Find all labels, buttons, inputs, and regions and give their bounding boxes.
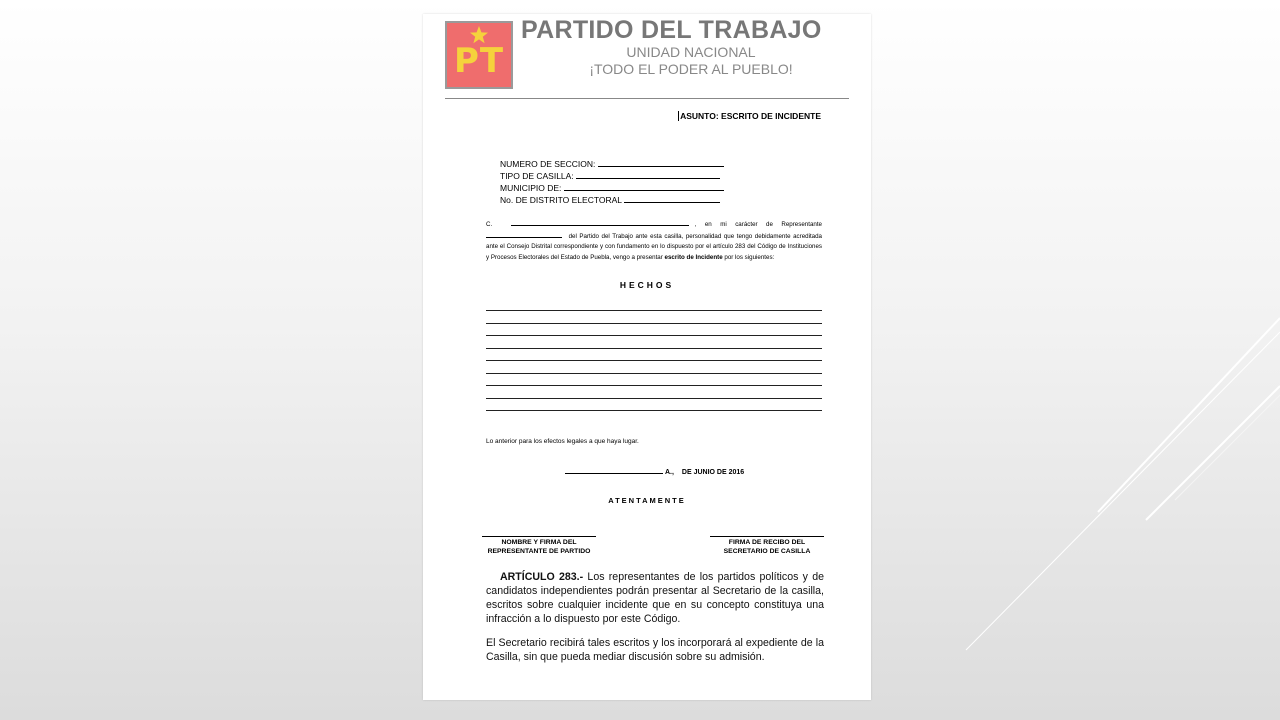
fact-line[interactable] [486,410,822,411]
hechos-heading: HECHOS [619,280,675,290]
representative-signature[interactable] [482,536,596,556]
field-label: NUMERO DE SECCION: [500,159,596,169]
name-blank[interactable] [511,219,689,226]
date-a: A., [665,469,674,476]
blank-line[interactable] [576,170,720,179]
field-label: MUNICIPIO DE: [500,183,562,193]
form-fields [500,158,724,206]
field-label: No. DE DISTRITO ELECTORAL [500,195,622,205]
fact-line[interactable] [486,348,822,349]
statement-paragraph [486,219,822,263]
facts-lines[interactable] [486,310,822,423]
signature-line [482,536,596,537]
party-logo [445,21,513,89]
paragraph-bold: escrito de Incidente [664,253,723,261]
fact-line[interactable] [486,385,822,386]
subtitle-line-2: ¡TODO EL PODER AL PUEBLO! [589,61,793,77]
field-tipo-casilla [500,170,724,182]
party-name: PARTIDO DEL TRABAJO [521,16,822,44]
fact-line[interactable] [486,323,822,324]
blank-line[interactable] [564,182,724,191]
role-blank[interactable] [486,231,562,238]
date-text: DE JUNIO DE 2016 [681,469,745,476]
logo-text: PT [453,41,505,81]
article-title: ARTÍCULO 283.- [500,571,584,583]
article-text-1: Los representantes de los partidos políticos y de candidatos independientes podrán presentar al Secretario de la casilla, escritos sobre cualquier incidente que en su concepto constituya una infracción a lo dispuesto por este Código. [486,571,824,625]
place-blank[interactable] [565,466,663,474]
citizen-prefix: C. [486,221,493,228]
subtitle-line-1: UNIDAD NACIONAL [626,44,756,60]
fact-line[interactable] [486,310,822,311]
blank-line[interactable] [598,158,724,167]
signature-label-2: SECRETARIO DE CASILLA [723,548,811,555]
article-paragraph-2: El Secretario recibirá tales escritos y los incorporará al expediente de la Casilla, sin que pueda mediar discusión sobre su admisión. [486,637,824,663]
article-283 [486,570,824,674]
field-label: TIPO DE CASILLA: [500,171,574,181]
atentamente-heading: ATENTAMENTE [608,496,686,505]
blank-line[interactable] [624,194,720,203]
field-municipio [500,182,724,194]
fact-line[interactable] [486,398,822,399]
party-subtitle [521,44,861,78]
secretary-signature[interactable] [710,536,824,556]
fact-line[interactable] [486,373,822,374]
signature-label-2: REPRESENTANTE DE PARTIDO [487,548,591,555]
subject-line: ASUNTO: ESCRITO DE INCIDENTE [680,111,821,121]
paragraph-part-1: , en mi carácter de Representante [694,221,822,228]
legal-effects-text: Lo anterior para los efectos legales a que haya lugar. [486,438,639,445]
fact-line[interactable] [486,335,822,336]
date-line [565,466,744,476]
article-paragraph-1 [486,570,824,626]
signature-line [710,536,824,537]
signature-label-1: NOMBRE Y FIRMA DEL [501,539,577,546]
paragraph-part-2: del Partido del Trabajo ante esta casilla, personalidad que tengo debidamente acreditada ante el Consejo Distrital correspondiente y con fundamento en lo dispuesto por el artículo 283 del Código de Instituciones y Procesos Electorales del Estado de Puebla, vengo a presentar [486,232,822,261]
signature-label-1: FIRMA DE RECIBO DEL [728,539,806,546]
fact-line[interactable] [486,360,822,361]
document-page [423,14,871,700]
field-distrito [500,194,724,206]
paragraph-part-3: por los siguientes: [724,253,775,261]
field-seccion [500,158,724,170]
header-divider [445,98,849,99]
